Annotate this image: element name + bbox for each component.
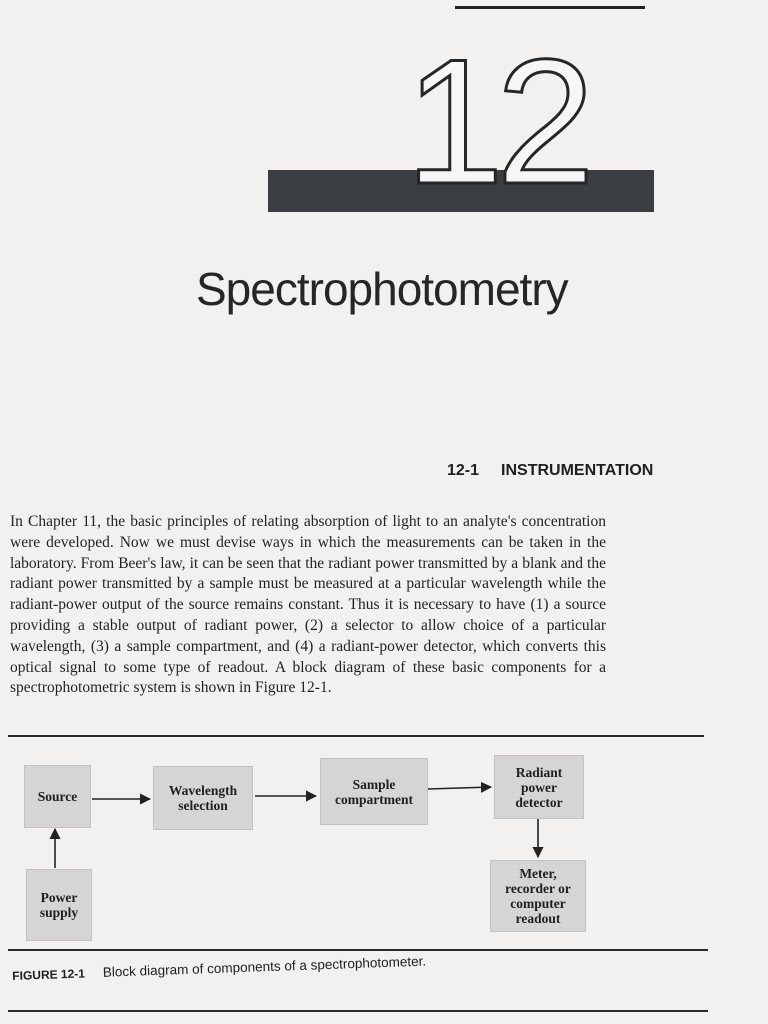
body-paragraph: In Chapter 11, the basic principles of relating absorption of light to an analyte's concentration were developed. Now we must devise ways in which the measurements can be taken in the laboratory. From Beer's law, it can be seen that the radiant power transmitted by a blank and the radiant power transmitted by a sample must be measured at a particular wavelength while the radiant-power output of the source remains constant. Thus it is necessary to have (1) a source providing a stable output of radiant power, (2) a selector to allow choice of a particular wavelength, (3) a sample compartment, and (4) a radiant-power detector, which converts this optical signal to some type of readout. A block diagram of these basic components for a spectrophotometric system is shown in Figure 12-1. xyxy=(10,513,606,697)
readout-block: Meter, recorder or computer readout xyxy=(490,860,586,932)
figure-rule-bottom xyxy=(8,1010,708,1012)
power-supply-block: Power supply xyxy=(26,869,92,941)
section-title: INSTRUMENTATION xyxy=(501,462,654,479)
figure-caption-text: Block diagram of components of a spectrophotometer. xyxy=(102,953,427,980)
figure-caption-label: FIGURE 12-1 xyxy=(12,966,86,983)
sample-compartment-block: Sample compartment xyxy=(320,758,428,825)
wavelength-selection-block: Wavelength selection xyxy=(153,766,253,830)
source-block: Source xyxy=(24,765,91,828)
radiant-power-detector-block: Radiant power detector xyxy=(494,755,584,819)
chapter-title: Spectrophotometry xyxy=(196,263,568,315)
figure-rule-caption xyxy=(8,949,708,951)
chapter-number: 12 xyxy=(405,22,587,221)
arrow-sample-to-detector xyxy=(428,787,491,789)
section-number: 12-1 xyxy=(447,462,480,479)
